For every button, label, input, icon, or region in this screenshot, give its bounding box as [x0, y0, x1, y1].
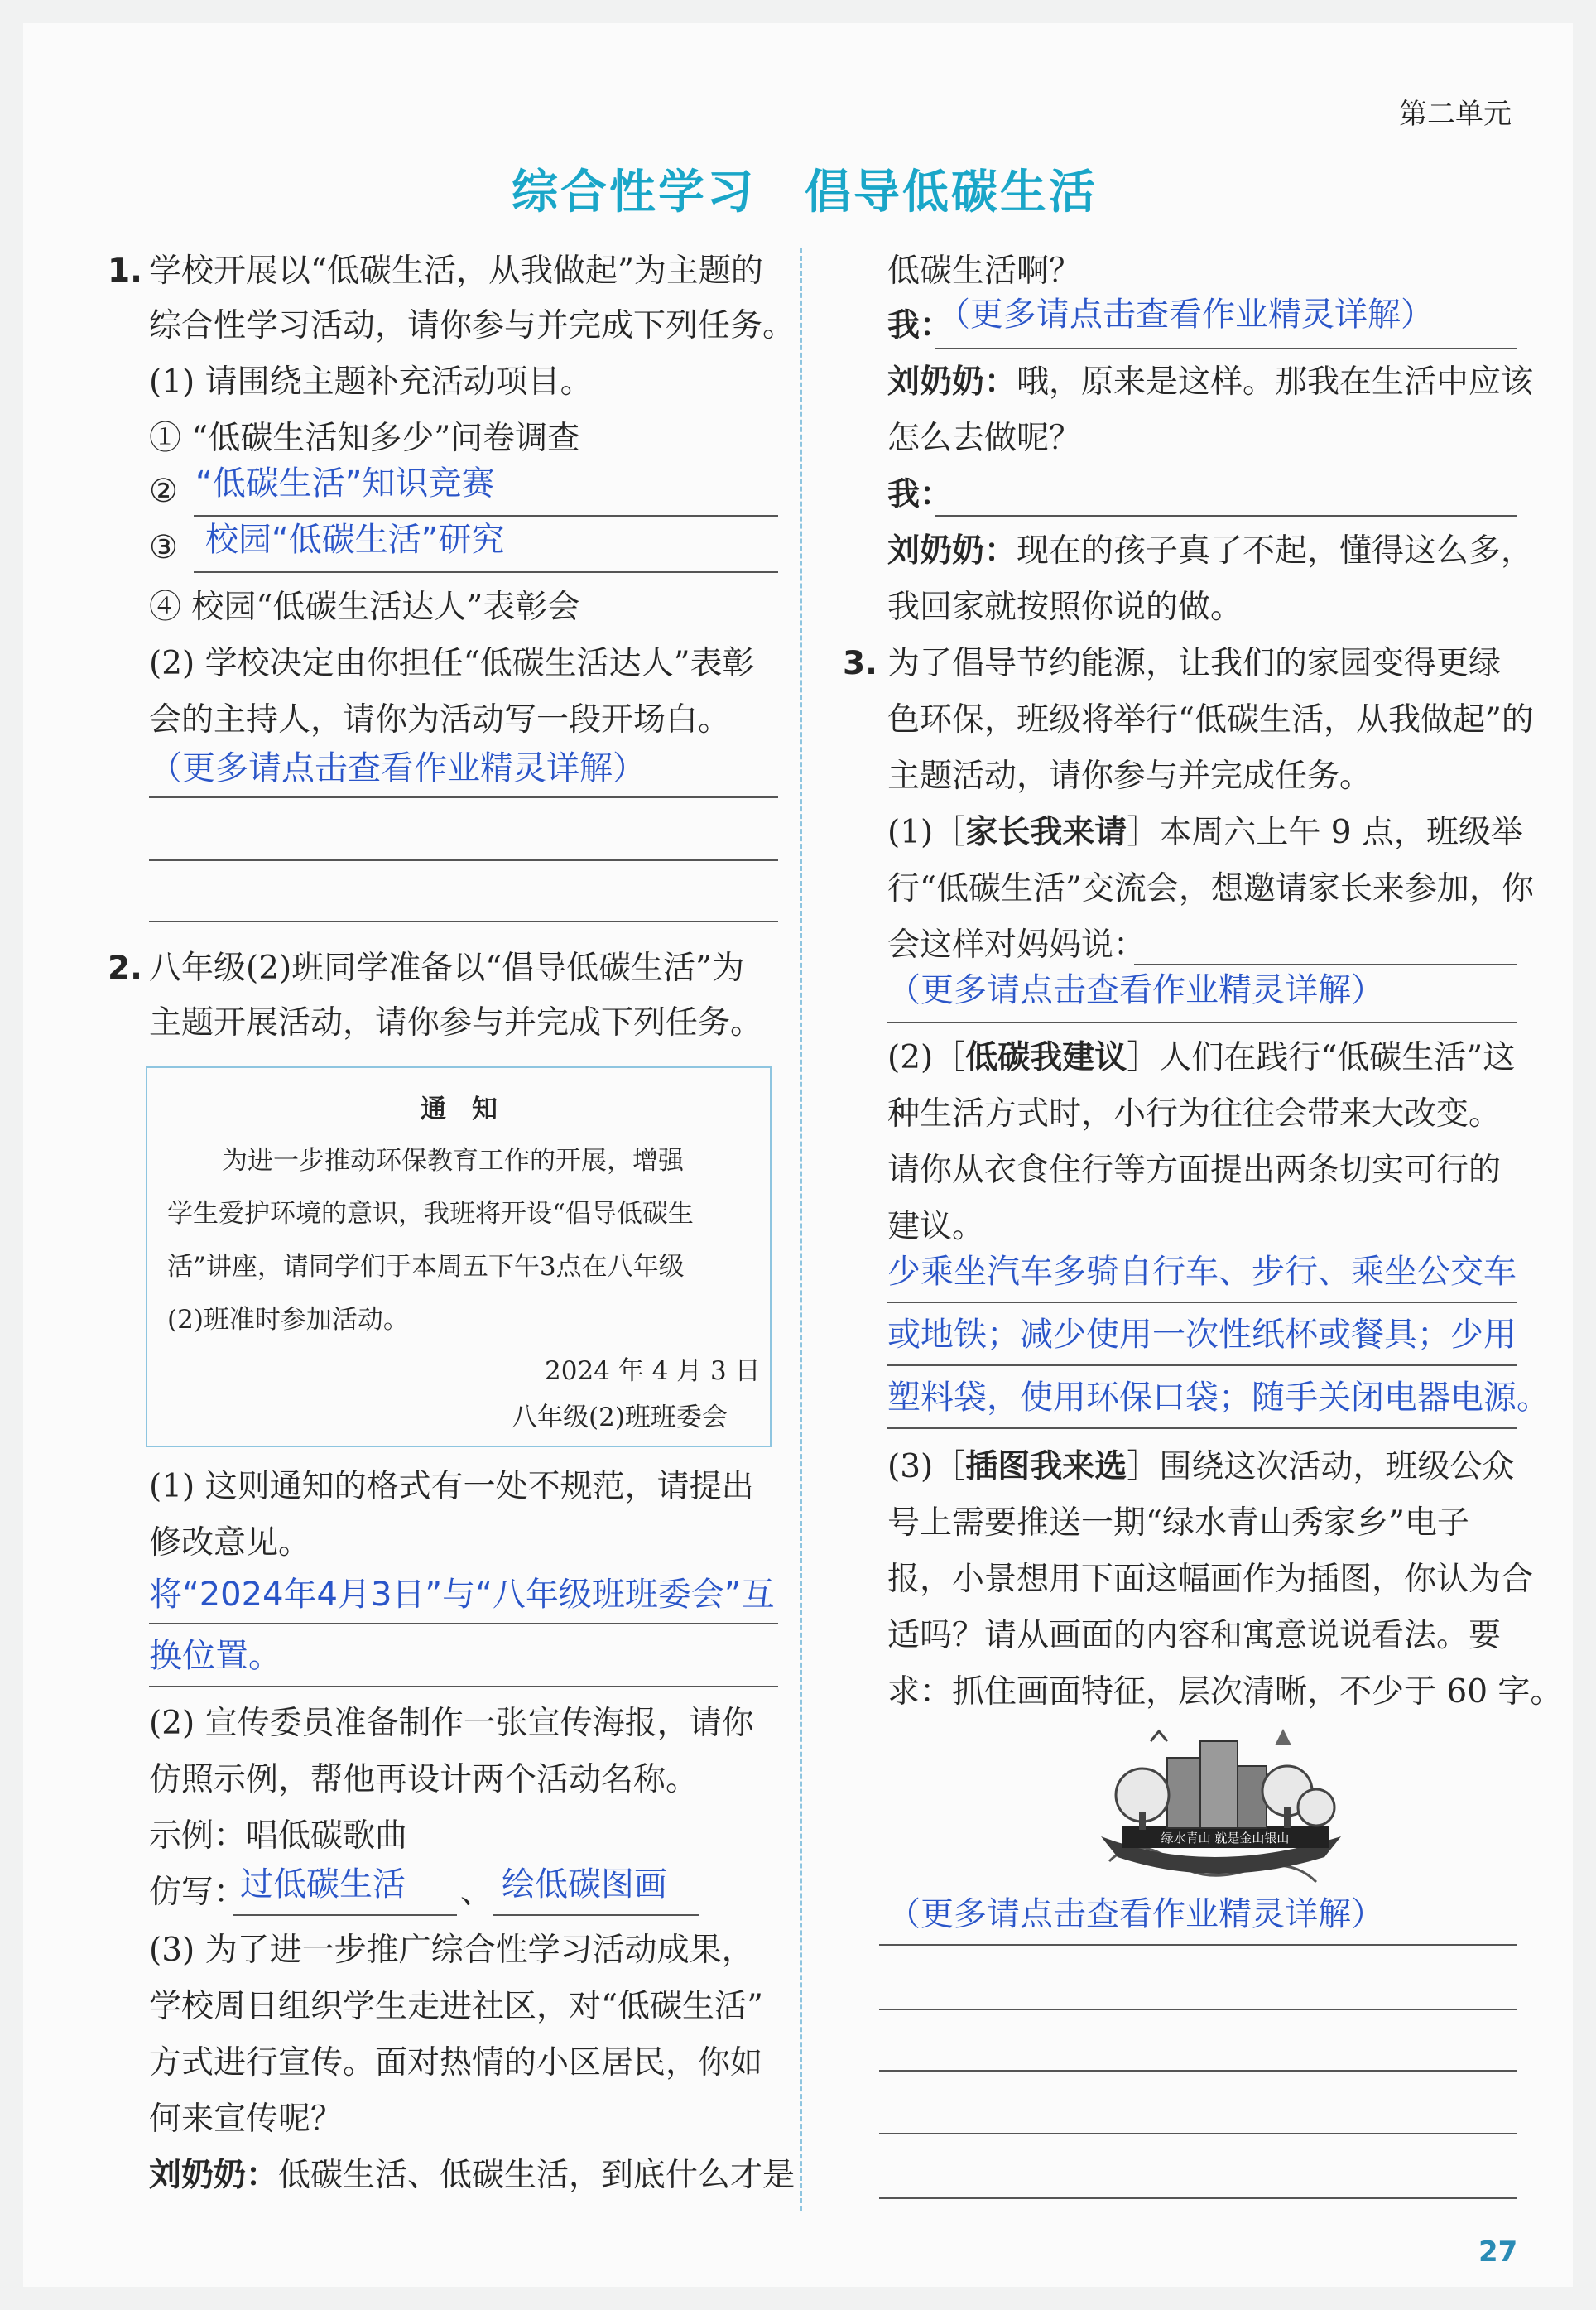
q1-answer-line3	[149, 921, 778, 922]
q2-part3-line1: (3) 为了进一步推广综合性学习活动成果，	[149, 1932, 754, 1969]
q2-part3-line2: 学校周日组织学生走进社区，对“低碳生活”	[149, 1988, 763, 2025]
q3-part2-answer-line2: 或地铁；减少使用一次性纸杯或餐具；少用	[887, 1316, 1517, 1354]
q3-part1-inline-line	[1134, 964, 1517, 965]
dialog-me2-line	[935, 515, 1517, 517]
q1-item3-mark: ③	[149, 529, 178, 566]
q2-part2-answer1: 过低碳生活	[240, 1865, 406, 1903]
q2-part3-line4: 何来宣传呢？	[149, 2101, 344, 2138]
q1-item1: ① “低碳生活知多少”问卷调查	[149, 420, 580, 457]
q3-part1-answer: （更多请点击查看作业精灵详解）	[887, 971, 1384, 1009]
q3-stem-line3: 主题活动，请你参与并完成任务。	[887, 758, 1372, 795]
q2-part1-answer-line2: 换位置。	[149, 1637, 281, 1675]
dialog3-speaker: 刘奶奶：	[887, 532, 1017, 570]
page-number: 27	[1478, 2235, 1518, 2269]
notice-title: 通 知	[421, 1095, 498, 1124]
q1-item2-mark: ②	[149, 473, 178, 510]
page-title: 综合性学习 倡导低碳生活	[512, 166, 1098, 219]
q2-part1-line-a	[149, 1623, 778, 1624]
q3-part3-line5: 求：抓住画面特征，层次清晰，不少于 60 字。	[887, 1673, 1563, 1711]
q3-part1-line2: 行“低碳生活”交流会，想邀请家长来参加，你	[887, 870, 1534, 907]
dialog1-text: 低碳生活、低碳生活，到底什么才是	[278, 2157, 796, 2194]
q1-number: 1.	[108, 253, 142, 290]
q3-part2-head: (2)［低碳我建议］人们在践行“低碳生活”这	[887, 1039, 1516, 1076]
dialog2-continuation: 怎么去做呢？	[887, 420, 1082, 457]
q2-number: 2.	[108, 950, 142, 987]
dialog-me-answer: （更多请点击查看作业精灵详解）	[937, 296, 1434, 334]
notice-line4: (2)班准时参加活动。	[167, 1305, 409, 1335]
q3-part2-tag: 低碳我建议	[965, 1039, 1127, 1076]
q3-part3-line2-blank	[879, 2009, 1517, 2010]
column-divider	[800, 248, 802, 2211]
q3-part3-line4-blank	[879, 2133, 1517, 2134]
q3-part3-line1	[879, 1944, 1517, 1946]
q3-part2-line4: 建议。	[887, 1208, 985, 1245]
q3-part3-line4: 适吗？请从画面的内容和寓意说说看法。要	[887, 1617, 1502, 1654]
q2-part1-line-b	[149, 1686, 778, 1687]
q3-part3-line3: 报，小景想用下面这幅画作为插图，你认为合	[887, 1561, 1534, 1598]
q1-part2-answer: （更多请点击查看作业精灵详解）	[149, 749, 646, 787]
q3-number: 3.	[843, 645, 877, 682]
q1-part2-line2: 会的主持人，请你为活动写一段开场白。	[149, 701, 731, 739]
q1-part1: (1) 请围绕主题补充活动项目。	[149, 363, 593, 401]
dialog-me-label: 我：	[887, 307, 953, 344]
q2-part1-line1: (1) 这则通知的格式有一处不规范，请提出	[149, 1468, 754, 1505]
q3-part3-answer: （更多请点击查看作业精灵详解）	[887, 1895, 1384, 1933]
q1-part2-line1: (2) 学校决定由你担任“低碳生活达人”表彰	[149, 645, 755, 682]
q1-answer-line1	[149, 796, 778, 798]
q3-part3-line5-blank	[879, 2197, 1517, 2199]
q3-part2-line2: 种生活方式时，小行为往往会带来大改变。	[887, 1095, 1502, 1133]
q2-part3-line3: 方式进行宣传。面对热情的小区居民，你如	[149, 2044, 763, 2081]
dialog-me-line	[935, 348, 1517, 349]
q3-part2-line-c	[887, 1427, 1517, 1429]
notice-signer: 八年级(2)班班委会	[512, 1403, 728, 1432]
notice-line2: 学生爱护环境的意识，我班将开设“倡导低碳生	[167, 1199, 694, 1229]
q3-part2-answer-line1: 少乘坐汽车多骑自行车、步行、乘坐公交车	[887, 1253, 1517, 1291]
q3-part2-line-b	[887, 1364, 1517, 1366]
q1-item4: ④ 校园“低碳生活达人”表彰会	[149, 589, 580, 626]
dialog3-continuation: 我回家就按照你说的做。	[887, 589, 1243, 626]
notice-line3: 活”讲座，请同学们于本周五下午3点在八年级	[167, 1252, 685, 1282]
q3-part2-line-a	[887, 1302, 1517, 1303]
q3-part1-head: (1)［家长我来请］本周六上午 9 点，班级举	[887, 814, 1523, 851]
dialog-me2-label: 我：	[887, 476, 953, 513]
notice-line1: 为进一步推动环保教育工作的开展，增强	[222, 1146, 684, 1176]
q2-part2-line2-blank	[493, 1914, 699, 1916]
q2-part1-line2: 修改意见。	[149, 1524, 311, 1562]
q3-part3-tag: 插图我来选	[965, 1448, 1127, 1485]
illustration-caption: 绿水青山 就是金山银山	[1161, 1831, 1290, 1846]
q3-stem-line2: 色环保，班级将举行“低碳生活，从我做起”的	[887, 701, 1534, 739]
dialog3-text: 现在的孩子真了不起，懂得这么多，	[1017, 532, 1534, 570]
notice-date: 2024 年 4 月 3 日	[545, 1356, 761, 1386]
q2-stem-line1: 八年级(2)班同学准备以“倡导低碳生活”为	[149, 950, 745, 987]
q3-part1-line	[887, 1022, 1517, 1023]
q1-answer-line2	[149, 859, 778, 861]
q1-item3-line	[194, 571, 778, 573]
q3-part3-line2: 号上需要推送一期“绿水青山秀家乡”电子	[887, 1504, 1469, 1542]
q3-part3-line3-blank	[879, 2070, 1517, 2072]
dialog2-text: 哦，原来是这样。那我在生活中应该	[1017, 363, 1534, 401]
q3-part1-tag: 家长我来请	[965, 814, 1127, 851]
notice-box	[146, 1066, 772, 1447]
q3-part1-line3: 会这样对妈妈说：	[887, 926, 1147, 964]
q2-part2-line2: 仿照示例，帮他再设计两个活动名称。	[149, 1761, 699, 1798]
dialog1-speaker: 刘奶奶：	[149, 2157, 279, 2194]
dialog1-continuation: 低碳生活啊？	[887, 253, 1082, 290]
q2-part2-imitate-label: 仿写：	[149, 1874, 247, 1911]
q2-part2-separator: 、	[460, 1874, 493, 1911]
q3-stem-line1: 为了倡导节约能源，让我们的家园变得更绿	[887, 645, 1502, 682]
q1-item3-answer: 校园“低碳生活”研究	[205, 521, 505, 559]
q1-stem-line2: 综合性学习活动，请你参与并完成下列任务。	[149, 307, 796, 344]
q2-part1-answer-line1: 将“2024年4月3日”与“八年级班班委会”互	[149, 1576, 775, 1614]
q3-part3-head: (3)［插图我来选］围绕这次活动，班级公众	[887, 1448, 1515, 1485]
green-mountains-illustration	[1076, 1720, 1366, 1894]
q3-part2-line3: 请你从衣食住行等方面提出两条切实可行的	[887, 1152, 1502, 1189]
q2-part2-example: 示例：唱低碳歌曲	[149, 1817, 408, 1855]
q1-item2-answer: “低碳生活”知识竞赛	[195, 464, 495, 503]
dialog2-speaker: 刘奶奶：	[887, 363, 1017, 401]
q3-part2-answer-line3: 塑料袋，使用环保口袋；随手关闭电器电源。	[887, 1379, 1550, 1417]
q2-part2-line1-blank	[233, 1914, 457, 1916]
unit-label: 第二单元	[1399, 98, 1512, 131]
q2-part2-line1: (2) 宣传委员准备制作一张宣传海报，请你	[149, 1705, 754, 1742]
q2-stem-line2: 主题开展活动，请你参与并完成下列任务。	[149, 1004, 763, 1042]
q1-stem-line1: 学校开展以“低碳生活，从我做起”为主题的	[149, 253, 763, 290]
q2-part2-answer2: 绘低碳图画	[502, 1865, 667, 1903]
